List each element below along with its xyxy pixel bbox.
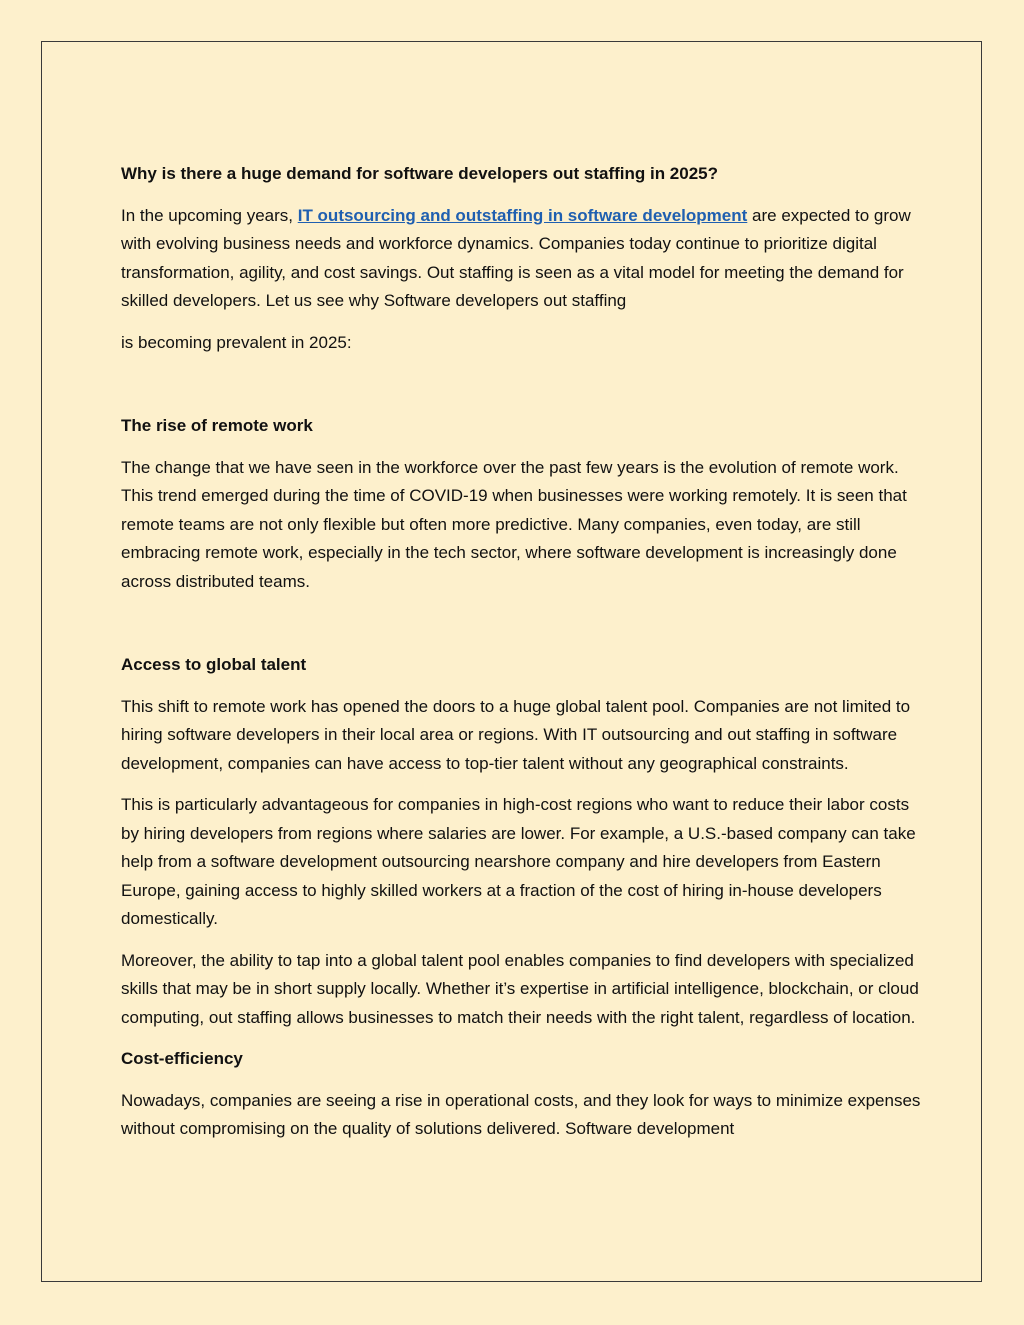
paragraph-remote-work: The change that we have seen in the workforce over the past few years is the evolution of remote work. This trend emerged during the time of COVID-19 when businesses were working remotely. It is seen that remote teams are not only flexible but often more predictive. Many companies, even today, are still embracing remote work, especially in the tech sector, where software development is increasingly done across distributed teams.	[121, 457, 907, 591]
paragraph-cost-efficiency: Nowadays, companies are seeing a rise in operational costs, and they look for ways to minimize expenses without compromising on the quality of solutions delivered. Software development	[121, 1090, 921, 1138]
paragraph-global-talent-2: This is particularly advantageous for companies in high-cost regions who want to reduce their labor costs by hiring developers from regions where salaries are lower. For example, a U.S.-based company can take help from a software development outsourcing nearshore company and hire developers from Eastern Europe, gaining access to highly skilled workers at a fraction of the cost of hiring in-house developers domestically.	[121, 795, 916, 928]
section-heading-demand: Why is there a huge demand for software developers out staffing in 2025?	[121, 164, 719, 183]
document-body	[121, 160, 921, 1144]
paragraph-intro	[121, 202, 921, 316]
paragraph-global-talent-1: This shift to remote work has opened the doors to a huge global talent pool. Companies are not limited to hiring software developers in their local area or regions. With IT outsourcing and out staffing in software development, companies can have access to top-tier talent without any geographical constraints.	[121, 696, 911, 773]
section-heading-cost-efficiency: Cost-efficiency	[121, 1049, 243, 1068]
paragraph-intro-rest: are expected to grow with evolving business needs and workforce dynamics. Companies today continue to prioritize digital transformation, agility, and cost savings. Out staffing is seen as a vital model for meeting the demand for skilled developers. Let us see why Software developers out staffing	[121, 205, 911, 310]
paragraph-intro-lead: In the upcoming years,	[121, 205, 298, 225]
paragraph-global-talent-3: Moreover, the ability to tap into a global talent pool enables companies to find developers with specialized skills that may be in short supply locally. Whether it’s expertise in artificial intelligence, blockchain, or cloud computing, out staffing allows businesses to match their needs with the right talent, regardless of location.	[121, 950, 919, 1027]
outsourcing-link[interactable]: IT outsourcing and outstaffing in software development	[297, 205, 748, 225]
section-heading-remote-work: The rise of remote work	[121, 416, 313, 435]
section-heading-global-talent: Access to global talent	[121, 655, 307, 674]
paragraph-intro-continued: is becoming prevalent in 2025:	[121, 332, 352, 352]
